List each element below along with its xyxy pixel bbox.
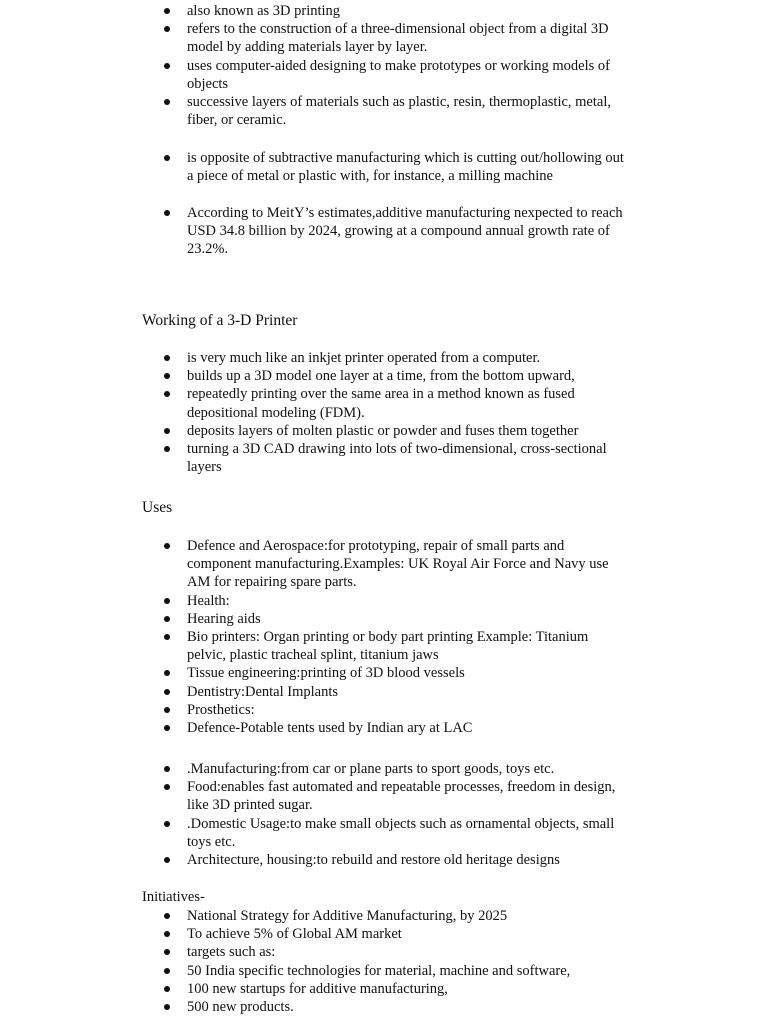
list-item xyxy=(0,20,627,56)
bullet-icon xyxy=(164,821,170,827)
bullet-icon xyxy=(164,766,170,772)
bullet-icon xyxy=(164,949,170,955)
list-item-text: Defence-Potable tents used by Indian ary at LAC xyxy=(187,720,473,737)
list-item xyxy=(0,962,627,980)
subtractive-bullet-list xyxy=(0,149,627,185)
list-item-text: builds up a 3D model one layer at a time, from the bottom upward, xyxy=(187,368,575,385)
list-item-text: Hearing aids xyxy=(187,610,261,627)
list-item-text: Dentistry:Dental Implants xyxy=(187,683,339,700)
list-item xyxy=(0,422,627,440)
bullet-icon xyxy=(164,634,170,640)
bullet-icon xyxy=(164,784,170,790)
bullet-icon xyxy=(164,931,170,937)
bullet-icon xyxy=(164,913,170,919)
list-item-text: National Strategy for Additive Manufacturing, by 2025 xyxy=(187,908,508,924)
list-item xyxy=(0,701,627,719)
bullet-icon xyxy=(164,707,170,713)
list-item xyxy=(0,349,627,367)
list-item-text: refers to the construction of a three-dimensional object from a digital 3D model by adding materials layer by layer. xyxy=(187,21,609,56)
list-item-text: 500 new products. xyxy=(187,999,294,1016)
list-item xyxy=(0,537,627,592)
list-item xyxy=(0,93,627,129)
bullet-icon xyxy=(164,63,170,69)
list-item xyxy=(0,778,627,814)
list-item xyxy=(0,57,627,93)
bullet-icon xyxy=(164,428,170,434)
bullet-icon xyxy=(164,355,170,361)
initiatives-heading: Initiatives- xyxy=(142,889,205,905)
bullet-icon xyxy=(164,26,170,32)
bullet-icon xyxy=(164,670,170,676)
list-item xyxy=(0,907,627,925)
list-item-text: is very much like an inkjet printer operated from a computer. xyxy=(187,350,541,366)
list-item xyxy=(0,610,627,628)
list-item-text: According to MeitY’s estimates,additive manufacturing nexpected to reach USD 34.8 billion by 2024, growing at a compound annual growth rate of 23.2%. xyxy=(187,205,623,258)
working-heading: Working of a 3-D Printer xyxy=(142,312,298,329)
list-item xyxy=(0,2,627,20)
bullet-icon xyxy=(164,8,170,14)
bullet-icon xyxy=(164,155,170,161)
list-item-text: 100 new startups for additive manufacturing, xyxy=(187,980,448,997)
list-item xyxy=(0,440,627,476)
list-item-text: targets such as: xyxy=(187,944,276,961)
list-item xyxy=(0,980,627,998)
bullet-icon xyxy=(164,857,170,863)
list-item xyxy=(0,204,627,259)
list-item xyxy=(0,592,627,610)
bullet-icon xyxy=(164,543,170,549)
bullet-icon xyxy=(164,689,170,695)
bullet-icon xyxy=(164,373,170,379)
bullet-icon xyxy=(164,598,170,604)
uses-more-bullet-list xyxy=(0,760,627,869)
list-item xyxy=(0,385,627,421)
list-item-text: .Domestic Usage:to make small objects such as ornamental objects, small toys etc. xyxy=(187,815,615,850)
bullet-icon xyxy=(164,99,170,105)
bullet-icon xyxy=(164,725,170,731)
bullet-icon xyxy=(164,968,170,974)
bullet-icon xyxy=(164,1004,170,1010)
list-item-text: Tissue engineering:printing of 3D blood vessels xyxy=(187,665,465,682)
list-item xyxy=(0,998,627,1016)
initiatives-bullet-list xyxy=(0,907,627,1016)
list-item-text: Defence and Aerospace:for prototyping, repair of small parts and component manufacturing.Examples: UK Royal Air Force and Navy use AM for repairing spare parts. xyxy=(187,538,609,591)
list-item-text: Architecture, housing:to rebuild and restore old heritage designs xyxy=(187,852,560,869)
working-bullet-list xyxy=(0,349,627,476)
bullet-icon xyxy=(164,446,170,452)
list-item xyxy=(0,943,627,961)
uses-bullet-list xyxy=(0,537,627,737)
list-item-text: turning a 3D CAD drawing into lots of two-dimensional, cross-sectional layers xyxy=(187,441,607,476)
list-item xyxy=(0,628,627,664)
bullet-icon xyxy=(164,210,170,216)
list-item xyxy=(0,683,627,701)
list-item-text: also known as 3D printing xyxy=(187,3,341,19)
bullet-icon xyxy=(164,616,170,622)
list-item-text: Health: xyxy=(187,592,230,609)
list-item-text: .Manufacturing:from car or plane parts to sport goods, toys etc. xyxy=(187,761,555,777)
list-item-text: Food:enables fast automated and repeatable processes, freedom in design, like 3D printed sugar. xyxy=(187,779,616,814)
meity-bullet-list xyxy=(0,204,627,259)
list-item-text: Prosthetics: xyxy=(187,701,255,718)
intro-bullet-list xyxy=(0,2,627,129)
list-item xyxy=(0,815,627,851)
list-item-text: To achieve 5% of Global AM market xyxy=(187,926,402,943)
list-item-text: Bio printers: Organ printing or body part printing Example: Titanium pelvic, plastic tracheal splint, titanium jaws xyxy=(187,629,589,664)
list-item xyxy=(0,760,627,778)
bullet-icon xyxy=(164,986,170,992)
list-item-text: successive layers of materials such as plastic, resin, thermoplastic, metal, fiber, or ceramic. xyxy=(187,94,611,129)
list-item xyxy=(0,925,627,943)
list-item xyxy=(0,367,627,385)
bullet-icon xyxy=(164,391,170,397)
list-item xyxy=(0,719,627,737)
list-item xyxy=(0,851,627,869)
list-item-text: is opposite of subtractive manufacturing which is cutting out/hollowing out a piece of metal or plastic with, for instance, a milling machine xyxy=(187,150,624,185)
list-item-text: 50 India specific technologies for material, machine and software, xyxy=(187,962,571,979)
list-item-text: uses computer-aided designing to make prototypes or working models of objects xyxy=(187,57,610,92)
uses-heading: Uses xyxy=(142,499,173,516)
list-item xyxy=(0,149,627,185)
list-item-text: deposits layers of molten plastic or powder and fuses them together xyxy=(187,422,579,439)
list-item-text: repeatedly printing over the same area in a method known as fused depositional modeling (FDM). xyxy=(187,386,575,421)
list-item xyxy=(0,664,627,682)
